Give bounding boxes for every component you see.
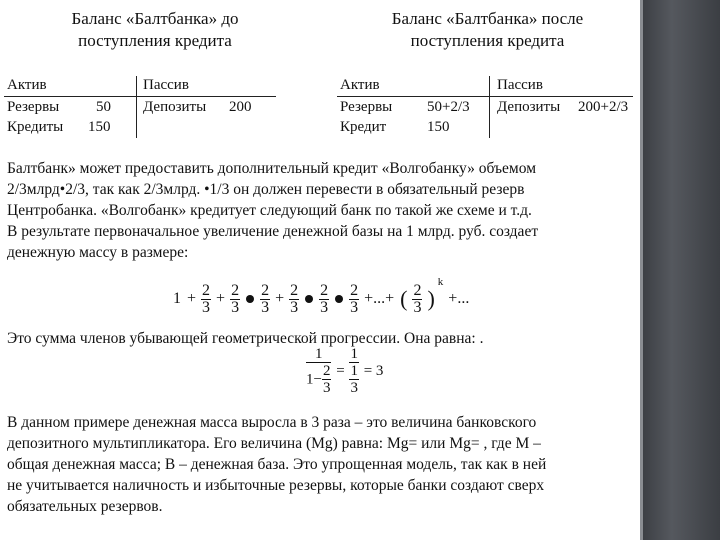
left-row1-asset-name: Резервы: [7, 99, 60, 115]
numerator: 2: [231, 281, 240, 299]
right-table-column-divider: [489, 76, 490, 138]
left-row2-asset-value: 150: [88, 119, 111, 135]
left-balance-title: [20, 8, 290, 52]
denominator: 3: [290, 298, 299, 316]
right-row1-liab-value: 200+2/3: [578, 99, 629, 115]
plus-sign: +: [187, 290, 197, 308]
fraction-two-thirds: [289, 283, 299, 316]
left-row1-asset-value: 50: [96, 99, 111, 115]
left-header-assets: Актив: [7, 77, 47, 93]
paragraph-multiplier: [7, 412, 637, 517]
geometric-series-formula: [172, 276, 470, 316]
paragraph1-line: В результате первоначальное увеличение денежной базы на 1 млрд. руб. создает: [7, 223, 539, 240]
term-one: 1: [173, 290, 181, 308]
left-row1-liab-name: Депозиты: [143, 99, 207, 115]
right-table-divider: [337, 96, 633, 97]
left-header-liabilities: Пассив: [143, 77, 189, 93]
paragraph2-line: Это сумма членов убывающей геометрической прогрессии. Она равна: .: [7, 330, 484, 347]
right-row2-asset-name: Кредит: [340, 119, 387, 135]
result-numerator: 1: [350, 346, 358, 362]
sum-denominator: [306, 363, 331, 396]
plus-sign: +: [275, 290, 285, 308]
sum-numerator: 1: [306, 346, 331, 363]
denominator-prefix: 1−: [306, 371, 322, 388]
numerator: 2: [320, 281, 329, 299]
paragraph1-line: 2/3млрд•2/3, так как 2/3млрд. •1/3 он должен перевести в обязательный резерв: [7, 181, 525, 198]
paragraph1-line: Центробанка. «Волгобанк» кредитует следующий банк по такой же схеме и т.д.: [7, 202, 532, 219]
result-inner-fraction: [349, 363, 359, 396]
fraction-two-thirds: [260, 283, 270, 316]
paragraph-credit-explanation: [7, 158, 637, 263]
right-row2-asset-value: 150: [427, 119, 450, 135]
left-row1-liab-value: 200: [229, 99, 252, 115]
paragraph3-line: депозитного мультипликатора. Его величина (Mg) равна: Mg= или Mg= , где М –: [7, 435, 541, 452]
exponent-k: k: [437, 276, 444, 288]
numerator: 2: [350, 281, 359, 299]
right-title-line2: поступления кредита: [410, 31, 565, 50]
numerator: 2: [413, 281, 422, 299]
fraction-two-thirds: [319, 283, 329, 316]
right-header-liabilities: Пассив: [497, 77, 543, 93]
fraction-two-thirds: [412, 283, 422, 316]
left-title-line2: поступления кредита: [78, 31, 232, 50]
fraction-two-thirds: [230, 283, 240, 316]
paragraph3-line: не учитывается наличность и избыточные резервы, которые банки создают сверх: [7, 477, 545, 494]
right-header-assets: Актив: [340, 77, 380, 93]
left-row2-asset-name: Кредиты: [7, 119, 64, 135]
denominator: 3: [350, 380, 358, 396]
plus-sign: +: [216, 290, 226, 308]
denominator: 3: [322, 380, 331, 396]
equals-sign: =: [336, 362, 345, 379]
multiply-dot-icon: [335, 295, 343, 303]
left-table-divider: [4, 96, 276, 97]
fraction-two-thirds: [349, 283, 359, 316]
denominator: 3: [413, 298, 422, 316]
denominator: 3: [231, 298, 240, 316]
denominator: 3: [261, 298, 270, 316]
decorative-sidebar: [640, 0, 720, 540]
right-balance-title: [350, 8, 625, 52]
tail-ellipsis: +...: [448, 290, 470, 308]
right-row1-liab-name: Депозиты: [497, 99, 561, 115]
numerator: 2: [202, 281, 211, 299]
sum-formula: [306, 346, 384, 396]
numerator: 2: [290, 281, 299, 299]
right-row1-asset-value: 50+2/3: [427, 99, 470, 115]
paragraph1-line: денежную массу в размере:: [7, 244, 189, 261]
open-paren: (: [400, 286, 408, 312]
final-result: = 3: [363, 362, 384, 379]
numerator: 2: [261, 281, 270, 299]
multiply-dot-icon: [246, 295, 254, 303]
sidebar-edge: [640, 0, 643, 540]
paragraph3-line: общая денежная масса; В – денежная база. Это упрощенная модель, так как в ней: [7, 456, 547, 473]
right-row1-asset-name: Резервы: [340, 99, 393, 115]
numerator: 2: [322, 363, 331, 379]
fraction-two-thirds: [201, 283, 211, 316]
inner-two-thirds: [322, 363, 332, 396]
denominator: 3: [350, 298, 359, 316]
result-fraction: [349, 346, 359, 396]
right-title-line1: Баланс «Балтбанка» после: [391, 9, 584, 28]
ellipsis-term: +...+: [364, 290, 395, 308]
sum-fraction: [306, 346, 331, 396]
left-title-line1: Баланс «Балтбанка» до: [71, 9, 239, 28]
numerator: 1: [350, 363, 358, 379]
denominator: 3: [202, 298, 211, 316]
left-table-column-divider: [136, 76, 137, 138]
paragraph3-line: обязательных резервов.: [7, 498, 163, 515]
multiply-dot-icon: [305, 295, 313, 303]
close-paren: ): [427, 286, 435, 312]
paragraph1-line: Балтбанк» может предоставить дополнительный кредит «Волгобанку» объемом: [7, 160, 537, 177]
paragraph3-line: В данном примере денежная масса выросла в 3 раза – это величина банковского: [7, 414, 537, 431]
denominator: 3: [320, 298, 329, 316]
result-denominator: [349, 363, 359, 396]
